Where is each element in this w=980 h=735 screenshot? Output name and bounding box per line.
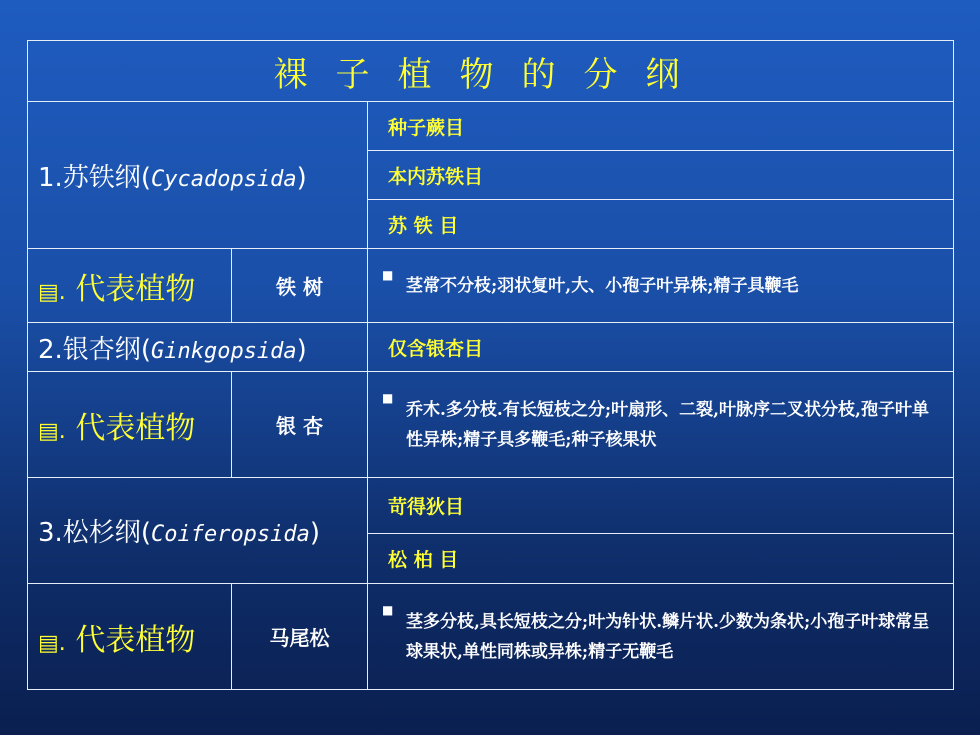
- class-1-representative: [28, 249, 232, 323]
- list-icon: ▤.: [38, 279, 66, 305]
- square-bullet-icon: ■: [382, 603, 394, 617]
- class-1-label: 1.苏铁纲: [38, 162, 141, 193]
- class-2-label: 2.银杏纲: [38, 334, 141, 365]
- class-3-label: 3.松杉纲: [38, 518, 141, 548]
- class-2-plant: 银 杏: [232, 372, 368, 478]
- class-1-order-1: 种子蕨目: [368, 102, 954, 151]
- list-icon: ▤.: [38, 418, 66, 444]
- class-3-representative: [28, 584, 232, 690]
- classification-table: [27, 40, 954, 690]
- class-1-order-2: 本内苏铁目: [368, 151, 954, 200]
- page-title: 裸子植物的分纲: [28, 41, 954, 102]
- square-bullet-icon: ■: [382, 391, 394, 405]
- representative-label: 代表植物: [75, 271, 196, 307]
- class-2-latin: Ginkgopsida: [150, 338, 297, 364]
- description-text: 茎常不分枝;羽状复叶,大、小孢子叶异株;精子具鞭毛: [406, 275, 799, 296]
- square-bullet-icon: ■: [382, 268, 394, 282]
- class-3-order-2: 松 柏 目: [368, 534, 954, 584]
- representative-label: 代表植物: [75, 410, 196, 446]
- class-3-plant: 马尾松: [232, 584, 368, 690]
- class-2-cell: 2.银杏纲(Ginkgopsida): [28, 323, 368, 372]
- class-3-description: [368, 584, 954, 690]
- class-1-latin: Cycadopsida: [150, 166, 297, 192]
- description-text: 茎多分枝,具长短枝之分;叶为针状.鳞片状.少数为条状;小孢子叶球常呈球果状,单性同株或异株;精子无鞭毛: [406, 611, 930, 662]
- class-1-plant: 铁 树: [232, 249, 368, 323]
- list-icon: ▤.: [38, 630, 66, 656]
- class-3-order-1: 苛得狄目: [368, 478, 954, 534]
- class-1-description: [368, 249, 954, 323]
- description-text: 乔木.多分枝.有长短枝之分;叶扇形、二裂,叶脉序二叉状分枝,孢子叶单性异株;精子具多鞭毛;种子核果状: [406, 399, 929, 450]
- class-2-description: [368, 372, 954, 478]
- class-1-order-3: 苏 铁 目: [368, 200, 954, 249]
- class-2-representative: [28, 372, 232, 478]
- class-3-cell: 3.松杉纲(Coiferopsida): [28, 478, 368, 584]
- representative-label: 代表植物: [75, 622, 196, 658]
- class-1-cell: 1.苏铁纲(Cycadopsida): [28, 102, 368, 249]
- class-2-order-1: 仅含银杏目: [368, 323, 954, 372]
- class-3-latin: Coiferopsida: [150, 522, 310, 547]
